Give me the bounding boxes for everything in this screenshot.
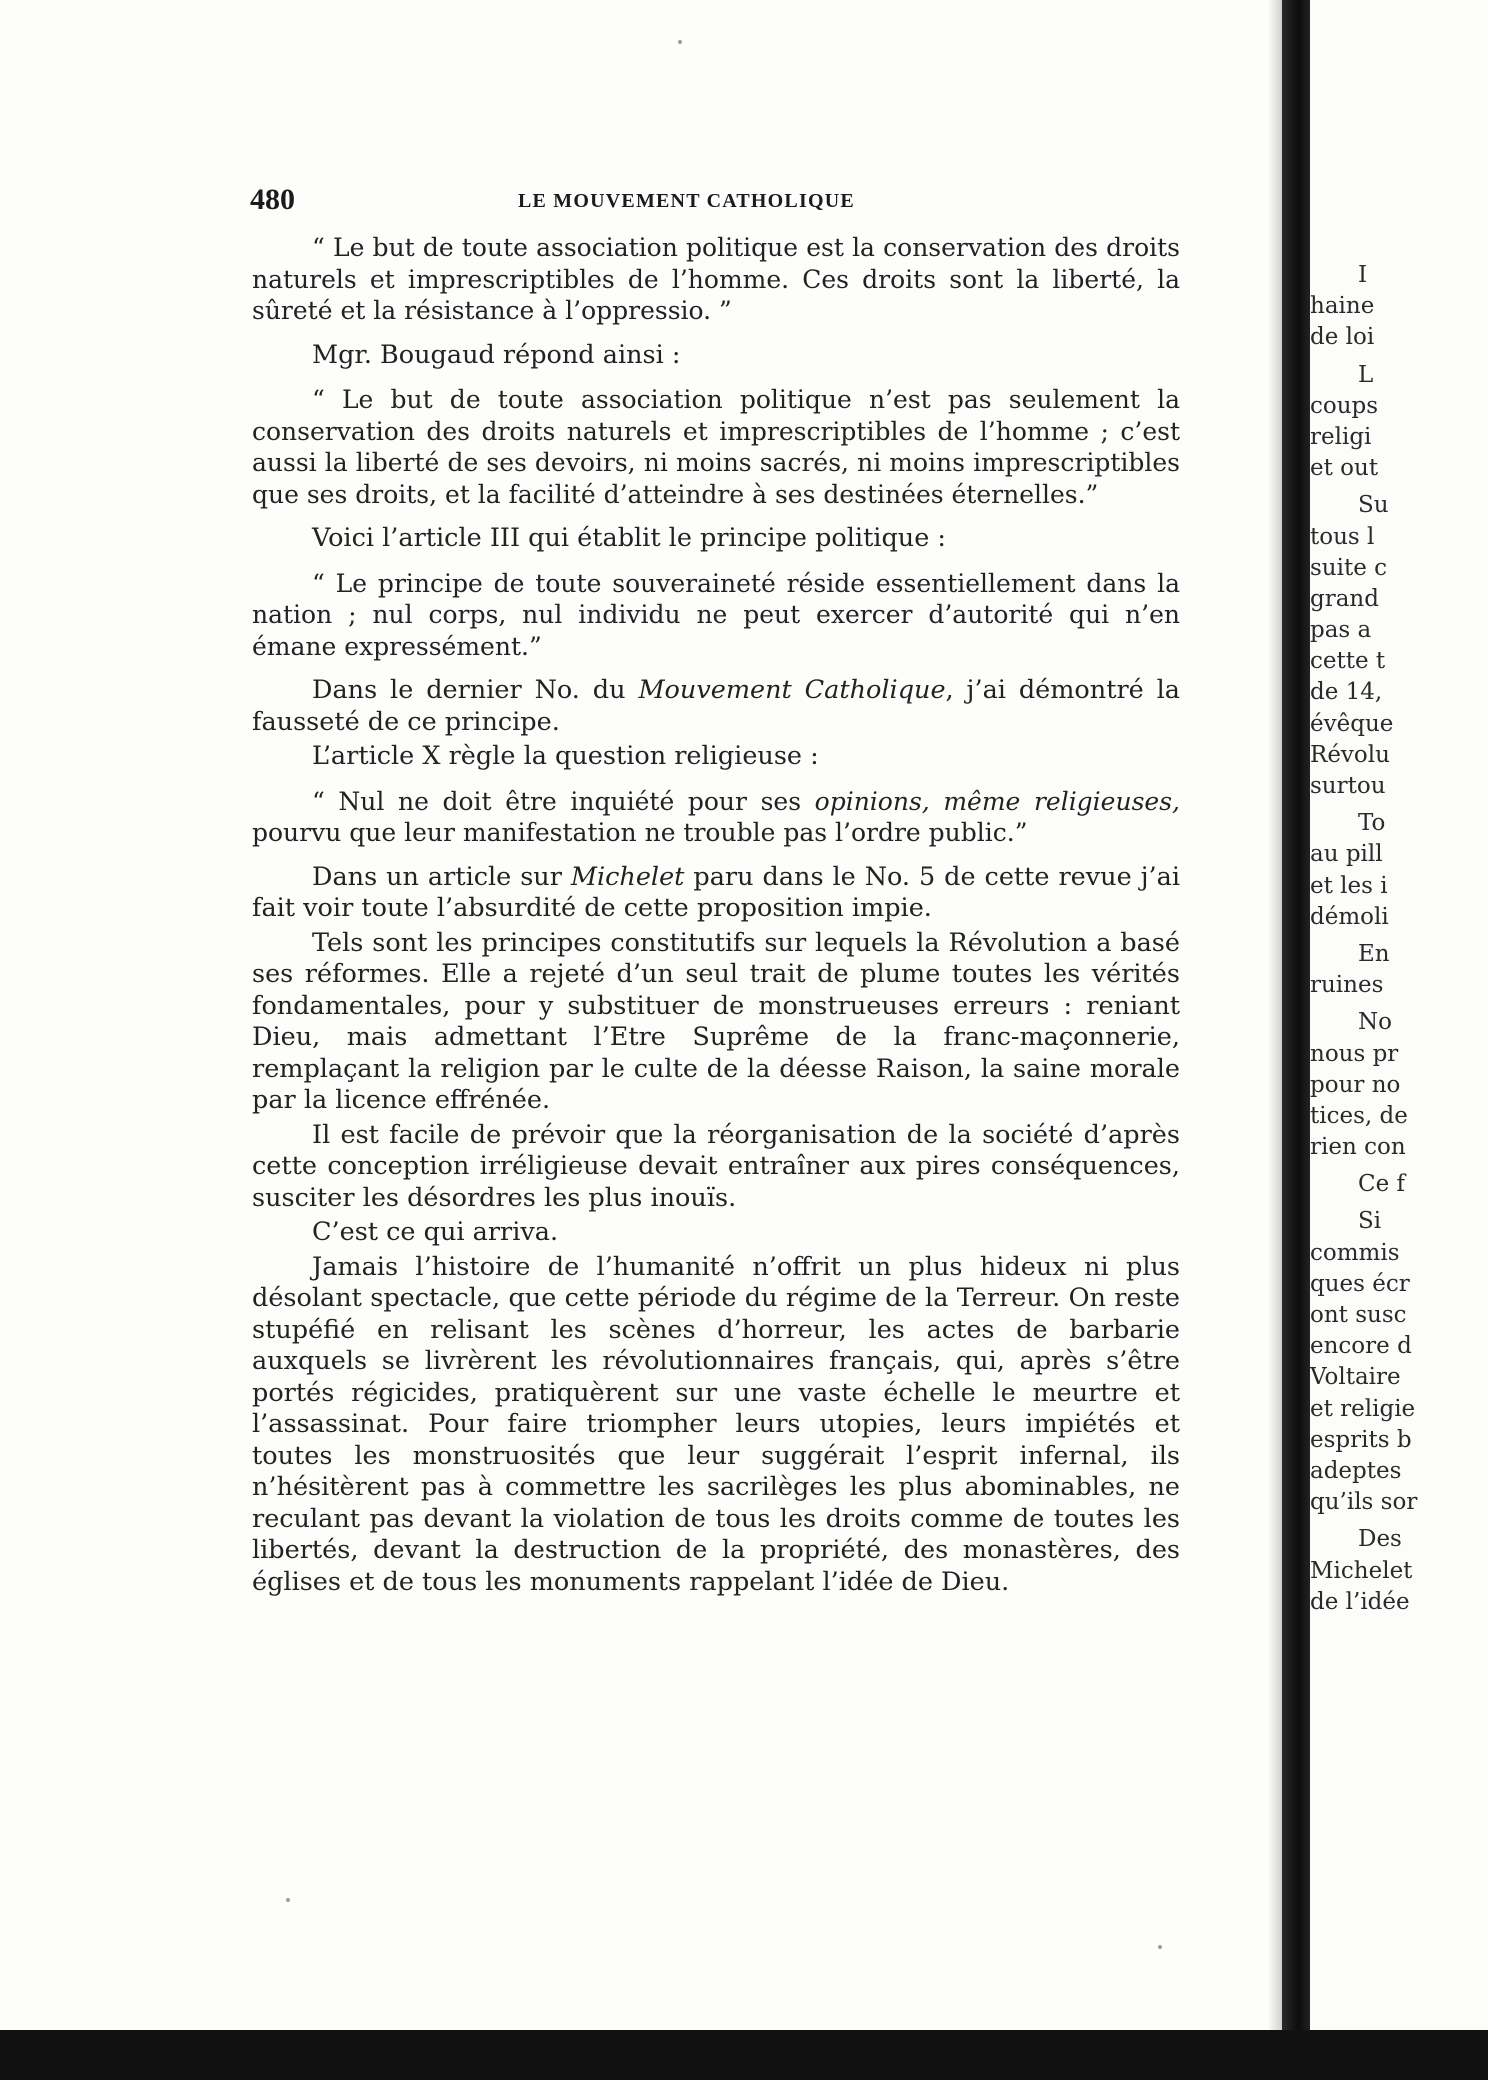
paragraph-terreur: Jamais l’histoire de l’humanité n’offrit un plus hideux ni plus désolant spectacle, que cette période du régime de la Terreur. On reste stupéfié en relisant les scènes d’horreur, les actes de barbarie auxquels se livrèrent les révolutionnaires français, qui, après s’être portés régicides, pratiquèrent sur une vaste échelle le meurtre et l’assassinat. Pour faire triompher leurs utopies, leurs impiétés et toutes les monstruosités que leur suggérait l’esprit infernal, ils n’hésitèrent pas à commettre les sacrilèges les plus abominables, ne reculant pas devant la violation de tous les droits comme de toutes les libertés, devant la destruction de la propriété, des monastères, des églises et de tous les monuments rappelant l’idée de Dieu. (252, 1251, 1180, 1597)
paragraph-principes: Tels sont les principes constitutifs sur lequels la Révolution a basé ses réformes. Elle a rejeté d’un seul trait de plume toutes les vérités fondamentales, pour y substituer de monstrueuses erreurs : reniant Dieu, mais admettant l’Etre Suprême de la franc-maçonnerie, remplaçant la religion par le culte de la déesse Raison, la saine morale par la licence effrénée. (252, 927, 1180, 1115)
right-page-line: cette t (1310, 648, 1386, 675)
running-head (250, 183, 1180, 223)
page-edge-shadow (1268, 0, 1282, 2080)
paragraph-dernier-no: Dans le dernier No. du Mouvement Catholique, j’ai démontré la fausseté de ce principe. (252, 675, 1180, 737)
right-page-line: haine (1310, 293, 1375, 320)
paper-speck (678, 40, 682, 44)
book-gutter (1282, 0, 1310, 2080)
body-text (252, 232, 1180, 1598)
paper-speck (1158, 1945, 1162, 1949)
italic-title: Michelet (570, 861, 685, 892)
paragraph-quote-article-3: “ Le principe de toute souveraineté réside essentiellement dans la nation ; nul corps, nul individu ne peut exercer d’autorité qui n’en émane expressément.” (252, 568, 1180, 661)
page-number: 480 (250, 183, 295, 216)
right-page-line: Si (1358, 1208, 1382, 1235)
right-page-line: qu’ils sor (1310, 1489, 1418, 1516)
paragraph-article-10-intro: L’article X règle la question religieuse : (312, 741, 819, 771)
right-page-line: au pill (1310, 841, 1383, 868)
right-page-line: No (1358, 1009, 1392, 1036)
scan-bottom-edge (0, 2030, 1488, 2080)
right-page-line: En (1358, 940, 1390, 967)
right-page-line: pour no (1310, 1071, 1401, 1098)
right-page-line: et les i (1310, 872, 1388, 899)
right-page-line: de l’idée (1310, 1588, 1410, 1615)
paragraph-bougaud-intro: Mgr. Bougaud répond ainsi : (312, 339, 681, 370)
right-page-line: rien con (1310, 1134, 1406, 1161)
paragraph-quote-article-2: “ Le but de toute association politique est la conservation des droits naturels et imprescriptibles de l’homme. Ces droits sont la liberté, la sûreté et la résistance à l’oppressio. ” (252, 233, 1180, 325)
right-page-line: évêque (1310, 710, 1394, 737)
right-page-line: grand (1310, 585, 1379, 612)
right-page-line: ques écr (1310, 1270, 1410, 1297)
right-page-line: Des (1358, 1526, 1402, 1553)
paragraph-article-3-intro: Voici l’article III qui établit le principe politique : (312, 523, 947, 553)
right-page-line: nous pr (1310, 1040, 1399, 1067)
paragraph-quote-article-10: “ Nul ne doit être inquiété pour ses opinions, même religieuses, pourvu que leur manifestation ne trouble pas l’ordre public.” (252, 786, 1180, 847)
right-page-line: encore d (1310, 1333, 1412, 1360)
right-page-line: Su (1358, 492, 1389, 519)
right-page-line: I (1358, 262, 1368, 288)
paper-speck (286, 1898, 290, 1902)
right-page-line: ont susc (1310, 1302, 1407, 1328)
right-page-line: religi (1310, 423, 1372, 450)
paragraph-arriva: C’est ce qui arriva. (312, 1217, 559, 1247)
italic-title: opinions, même religieuses, (814, 786, 1180, 816)
right-page-line: coups (1310, 392, 1379, 419)
right-page-line: tices, de (1310, 1102, 1408, 1129)
paragraph-quote-bougaud: “ Le but de toute association politique n’est pas seulement la conservation des droits naturels et imprescriptibles de l’homme ; c’est aussi la liberté de ses devoirs, ni moins sacrés, ni moins imprescriptibles que ses droits, et la facilité d’atteindre à ses destinées éternelles.” (252, 385, 1180, 509)
right-page-line: et out (1310, 455, 1379, 482)
right-page-line: Michelet (1310, 1557, 1413, 1584)
right-page-line: L (1358, 361, 1374, 388)
right-page-line: tous l (1310, 523, 1375, 550)
italic-title: Mouvement Catholique (638, 675, 946, 705)
right-page-line: démoli (1310, 903, 1389, 930)
right-page-line: surtou (1310, 773, 1386, 799)
right-page-line: et religie (1310, 1395, 1416, 1422)
right-page-line: de loi (1310, 324, 1375, 351)
running-title: LE MOUVEMENT CATHOLIQUE (518, 190, 855, 212)
right-page-line: suite c (1310, 554, 1388, 581)
right-page-line: esprits b (1310, 1426, 1412, 1453)
right-page-line: Voltaire (1310, 1364, 1401, 1391)
right-page-line: ruines (1310, 972, 1384, 999)
right-page-line: commis (1310, 1239, 1400, 1266)
right-page-text (1310, 260, 1488, 1618)
right-page-line: pas a (1310, 617, 1372, 644)
right-page-line: Ce f (1358, 1171, 1406, 1198)
right-page-line: To (1358, 810, 1386, 837)
right-page-line: adeptes (1310, 1457, 1402, 1484)
right-page (1310, 0, 1488, 2080)
paragraph-reorganisation: Il est facile de prévoir que la réorganisation de la société d’après cette conception irréligieuse devait entraîner aux pires conséquences, susciter les désordres les plus inouïs. (252, 1119, 1180, 1213)
right-page-line: de 14, (1310, 679, 1383, 706)
paragraph-michelet: Dans un article sur Michelet paru dans le No. 5 de cette revue j’ai fait voir toute l’absurdité de cette proposition impie. (252, 861, 1180, 923)
right-page-line: Révolu (1310, 741, 1390, 768)
